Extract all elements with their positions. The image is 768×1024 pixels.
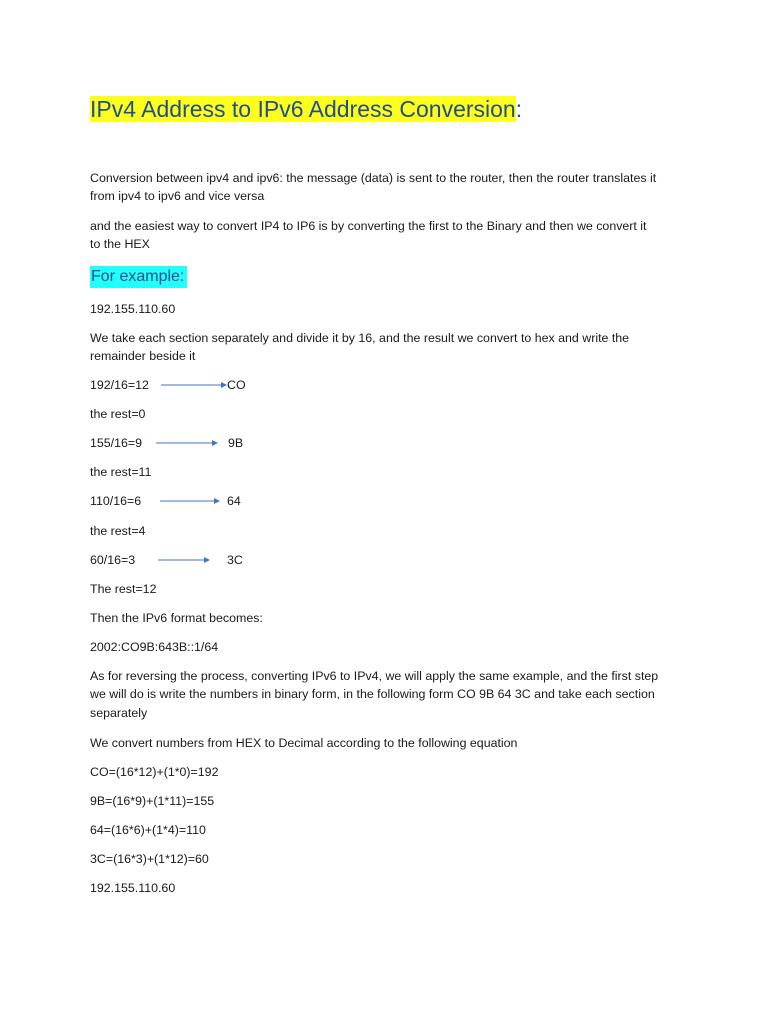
- equation-2: 9B=(16*9)+(1*11)=155: [90, 794, 215, 808]
- calc-step-4-hex: 3C: [227, 553, 243, 567]
- page-title: [90, 93, 522, 125]
- calc-step-4-rest: The rest=12: [90, 582, 157, 596]
- ipv6-result: 2002:CO9B:643B::1/64: [90, 640, 219, 654]
- intro-line-3: and the easiest way to convert IP4 to IP6 is by converting the first to the Binary and then we convert it: [90, 219, 647, 233]
- equation-intro: We convert numbers from HEX to Decimal according to the following equation: [90, 736, 518, 750]
- calc-step-1-hex: CO: [227, 378, 246, 392]
- page-title-colon: :: [515, 96, 523, 122]
- calc-step-2-expression: 155/16=9: [90, 436, 143, 450]
- calc-step-2-hex: 9B: [228, 436, 244, 450]
- example-heading: For example:: [90, 266, 187, 288]
- reverse-line-2: we will do is write the numbers in binary form, in the following form CO 9B 64 3C and take each section: [90, 687, 655, 701]
- intro-line-4: to the HEX: [90, 237, 150, 251]
- format-intro: Then the IPv6 format becomes:: [90, 611, 263, 625]
- calc-step-2: [90, 434, 680, 452]
- calc-step-3-hex: 64: [227, 494, 241, 508]
- equation-3: 64=(16*6)+(1*4)=110: [90, 823, 206, 837]
- final-ipv4-result: 192.155.110.60: [90, 881, 176, 895]
- reverse-line-3: separately: [90, 706, 148, 720]
- arrow-right-icon: [160, 492, 230, 510]
- calc-step-1-expression: 192/16=12: [90, 378, 149, 392]
- equation-1: CO=(16*12)+(1*0)=192: [90, 765, 219, 779]
- page-title-text: IPv4 Address to IPv6 Address Conversion: [90, 96, 516, 122]
- calc-step-4: [90, 551, 680, 569]
- method-line-2: remainder beside it: [90, 349, 196, 363]
- calc-step-1-rest: the rest=0: [90, 407, 146, 421]
- reverse-line-1: As for reversing the process, converting IPv6 to IPv4, we will apply the same example, and the first step: [90, 669, 659, 683]
- equation-4: 3C=(16*3)+(1*12)=60: [90, 852, 209, 866]
- example-address: 192.155.110.60: [90, 302, 176, 316]
- arrow-right-icon: [161, 376, 231, 394]
- method-line-1: We take each section separately and divide it by 16, and the result we convert to hex and write the: [90, 331, 630, 345]
- arrow-right-icon: [156, 434, 226, 452]
- intro-line-1: Conversion between ipv4 and ipv6: the message (data) is sent to the router, then the router translates it: [90, 171, 657, 185]
- calc-step-3-rest: the rest=4: [90, 524, 146, 538]
- calc-step-1: [90, 376, 680, 394]
- intro-line-2: from ipv4 to ipv6 and vice versa: [90, 189, 265, 203]
- arrow-right-icon: [158, 551, 228, 569]
- calc-step-4-expression: 60/16=3: [90, 553, 136, 567]
- calc-step-2-rest: the rest=11: [90, 465, 152, 479]
- calc-step-3-expression: 110/16=6: [90, 494, 142, 508]
- calc-step-3: [90, 492, 680, 510]
